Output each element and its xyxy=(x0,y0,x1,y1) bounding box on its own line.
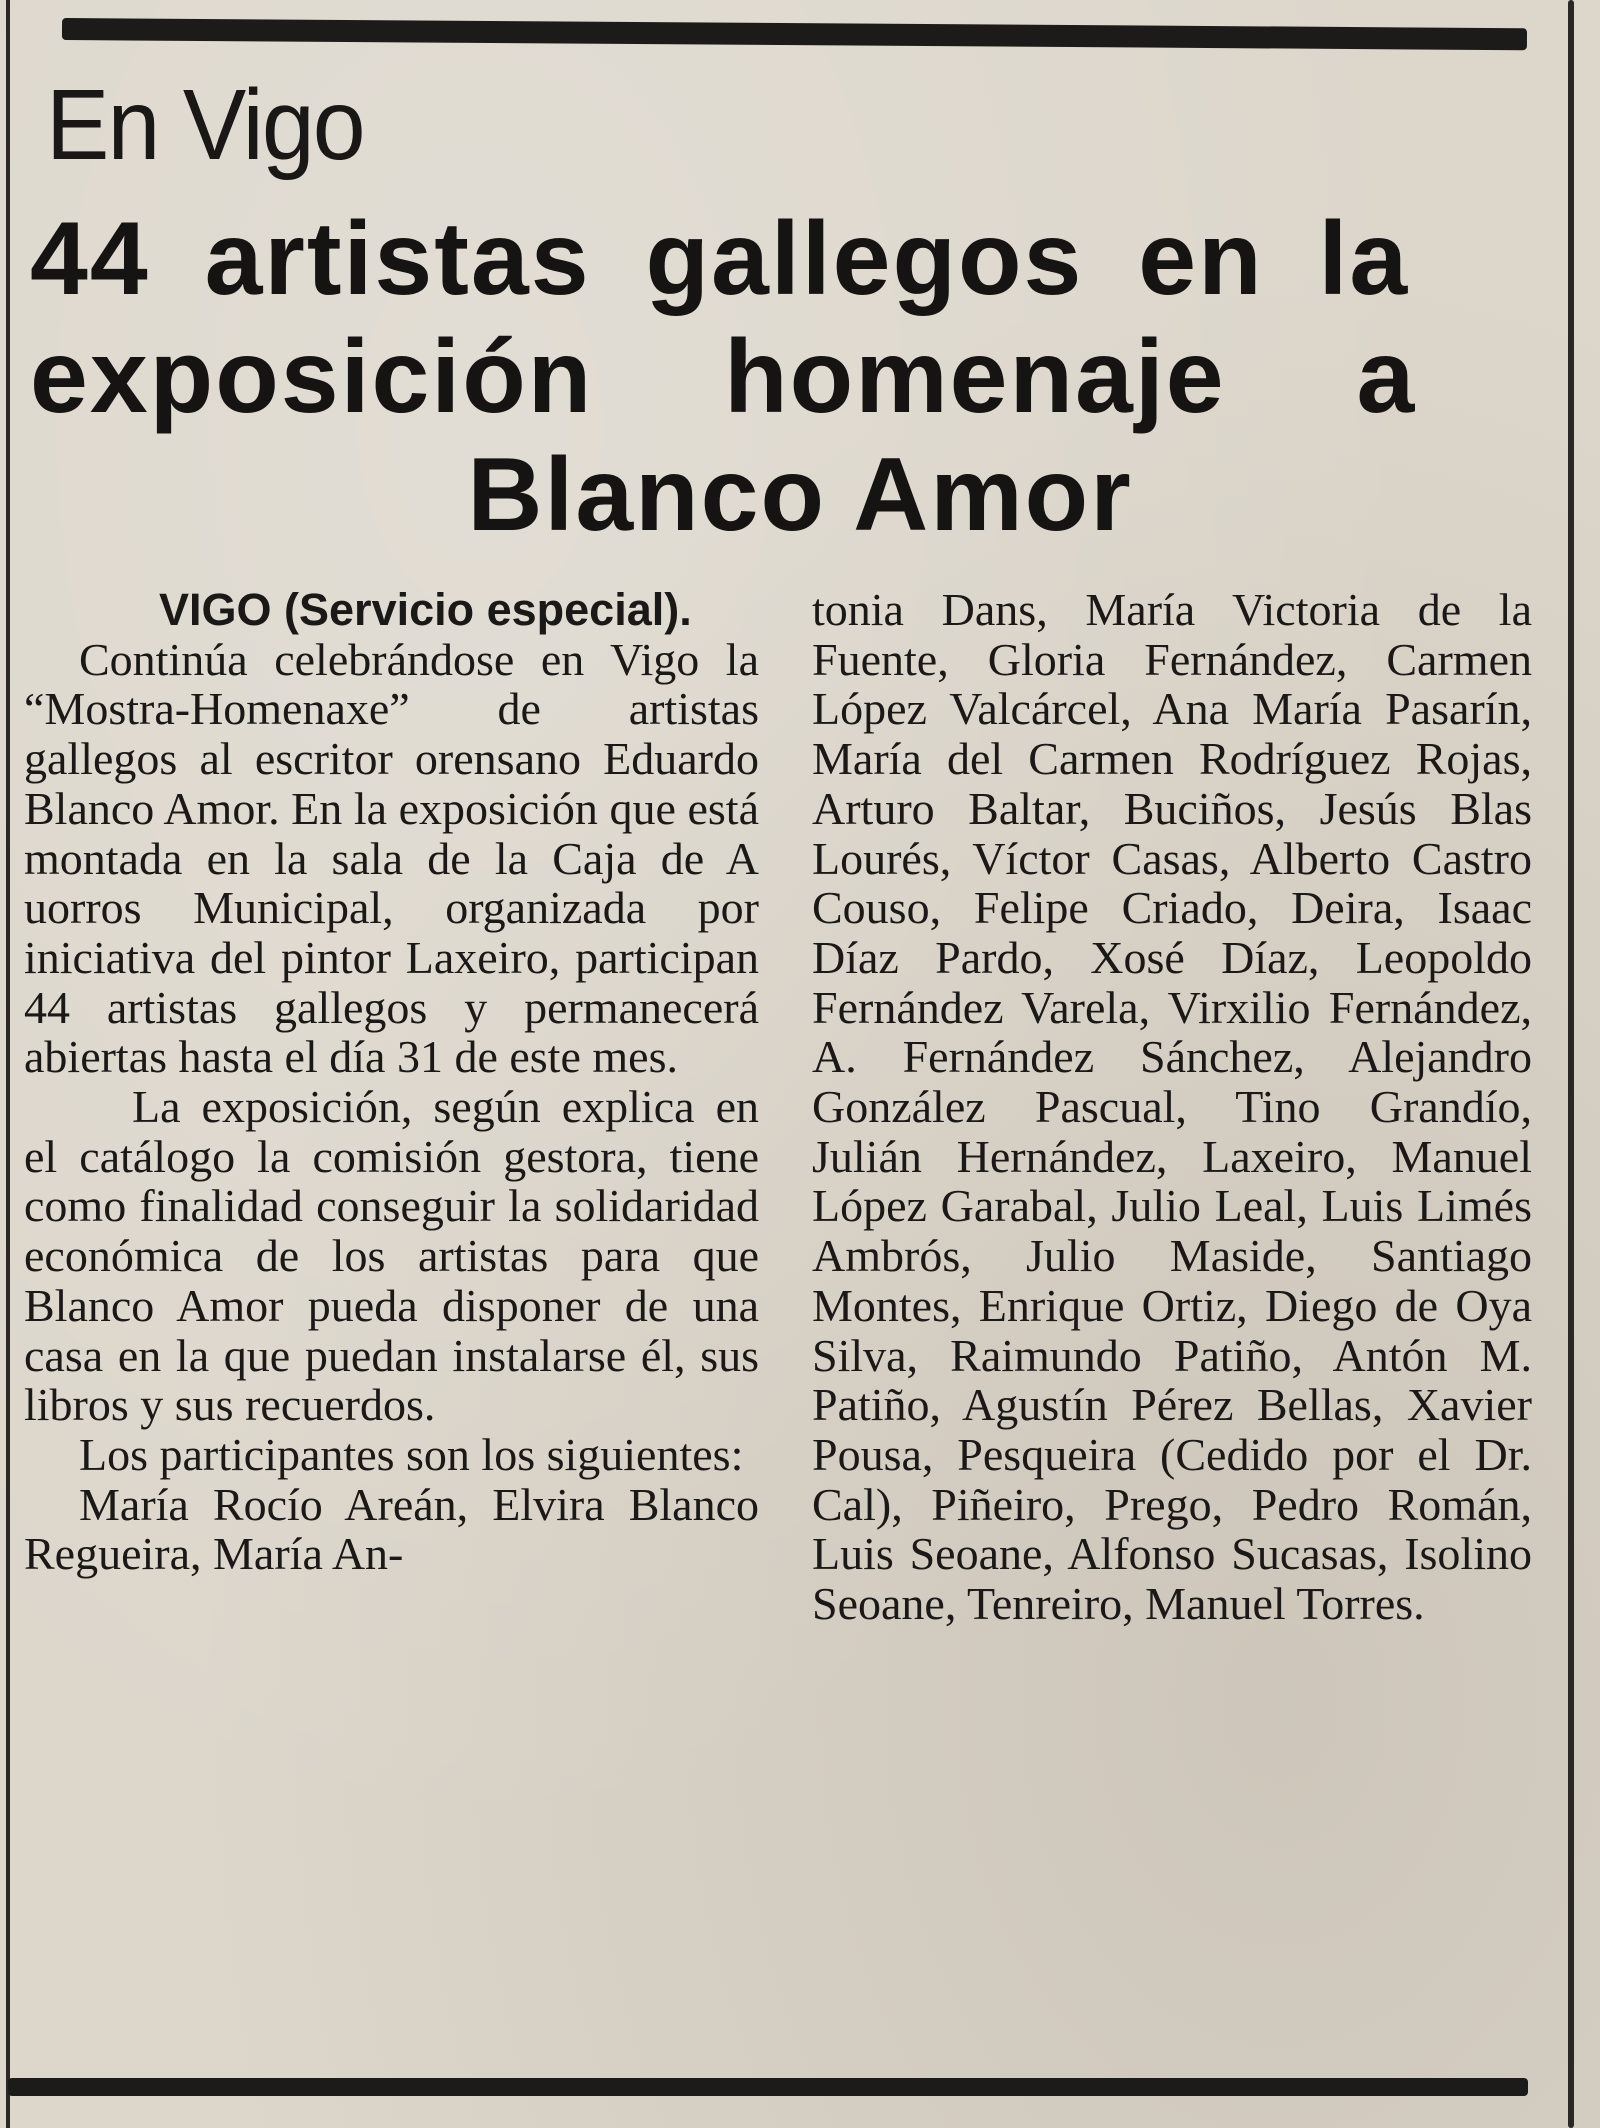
headline xyxy=(30,200,1550,554)
participants-list-continued: tonia Dans, María Victoria de la Fuente, Gloria Fernández, Carmen López Valcárcel, Ana María Pasarín, María del Carmen Rodríguez Rojas, Arturo Baltar, Buciños, Jesús Blas Lourés, Víctor Casas, Alberto Castro Couso, Felipe Criado, Deira, Isaac Díaz Pardo, Xosé Díaz, Leopoldo Fernández Varela, Virxilio Fernández, A. Fernández Sánchez, Alejandro González Pascual, Tino Grandío, Julián Hernández, Laxeiro, Manuel López Garabal, Julio Leal, Luis Limés Ambrós, Julio Maside, Santiago Montes, Enrique Ortiz, Diego de Oya Silva, Raimundo Patiño, Antón M. Patiño, Agustín Pérez Bellas, Xavier Pousa, Pesqueira (Cedido por el Dr. Cal), Piñeiro, Prego, Pedro Román, Luis Seoane, Alfonso Sucasas, Isolino Seoane, Tenreiro, Manuel Torres. xyxy=(812,584,1532,1630)
paragraph-3: Los participantes son los siguientes: xyxy=(79,1428,744,1480)
body-column-right xyxy=(812,585,1532,1629)
kicker: En Vigo xyxy=(46,69,364,181)
paragraph-1: Continúa celebrándose en Vigo la “Mostra-Homenaxe” de artistas gallegos al escritor orensano Eduardo Blanco Amor. En la exposición que está montada en la sala de la Caja de A uorros Municipal, organizada por iniciativa del pintor Laxeiro, participan 44 artistas gallegos y permanecerá abiertas hasta el día 31 de este mes. xyxy=(24,633,759,1083)
dateline: VIGO (Servicio especial). xyxy=(159,584,692,635)
left-column-rule xyxy=(6,0,10,2128)
bottom-rule xyxy=(8,2078,1528,2096)
paragraph-2: La exposición, según explica en el catálogo la comisión gestora, tiene como finalidad conseguir la solidaridad económica de los artistas para que Blanco Amor pueda disponer de una casa en la que puedan instalarse él, sus libros y sus recuerdos. xyxy=(24,1081,759,1431)
headline-line-3: Blanco Amor xyxy=(467,437,1133,553)
headline-line-2: exposición homenaje a xyxy=(30,319,1417,435)
participants-list-start: María Rocío Areán, Elvira Blanco Regueira, María An- xyxy=(24,1478,759,1580)
headline-line-1: 44 artistas gallegos en la xyxy=(30,201,1410,317)
top-rule xyxy=(62,18,1527,50)
right-column-rule xyxy=(1568,0,1574,2128)
body-column-left xyxy=(24,585,759,1579)
